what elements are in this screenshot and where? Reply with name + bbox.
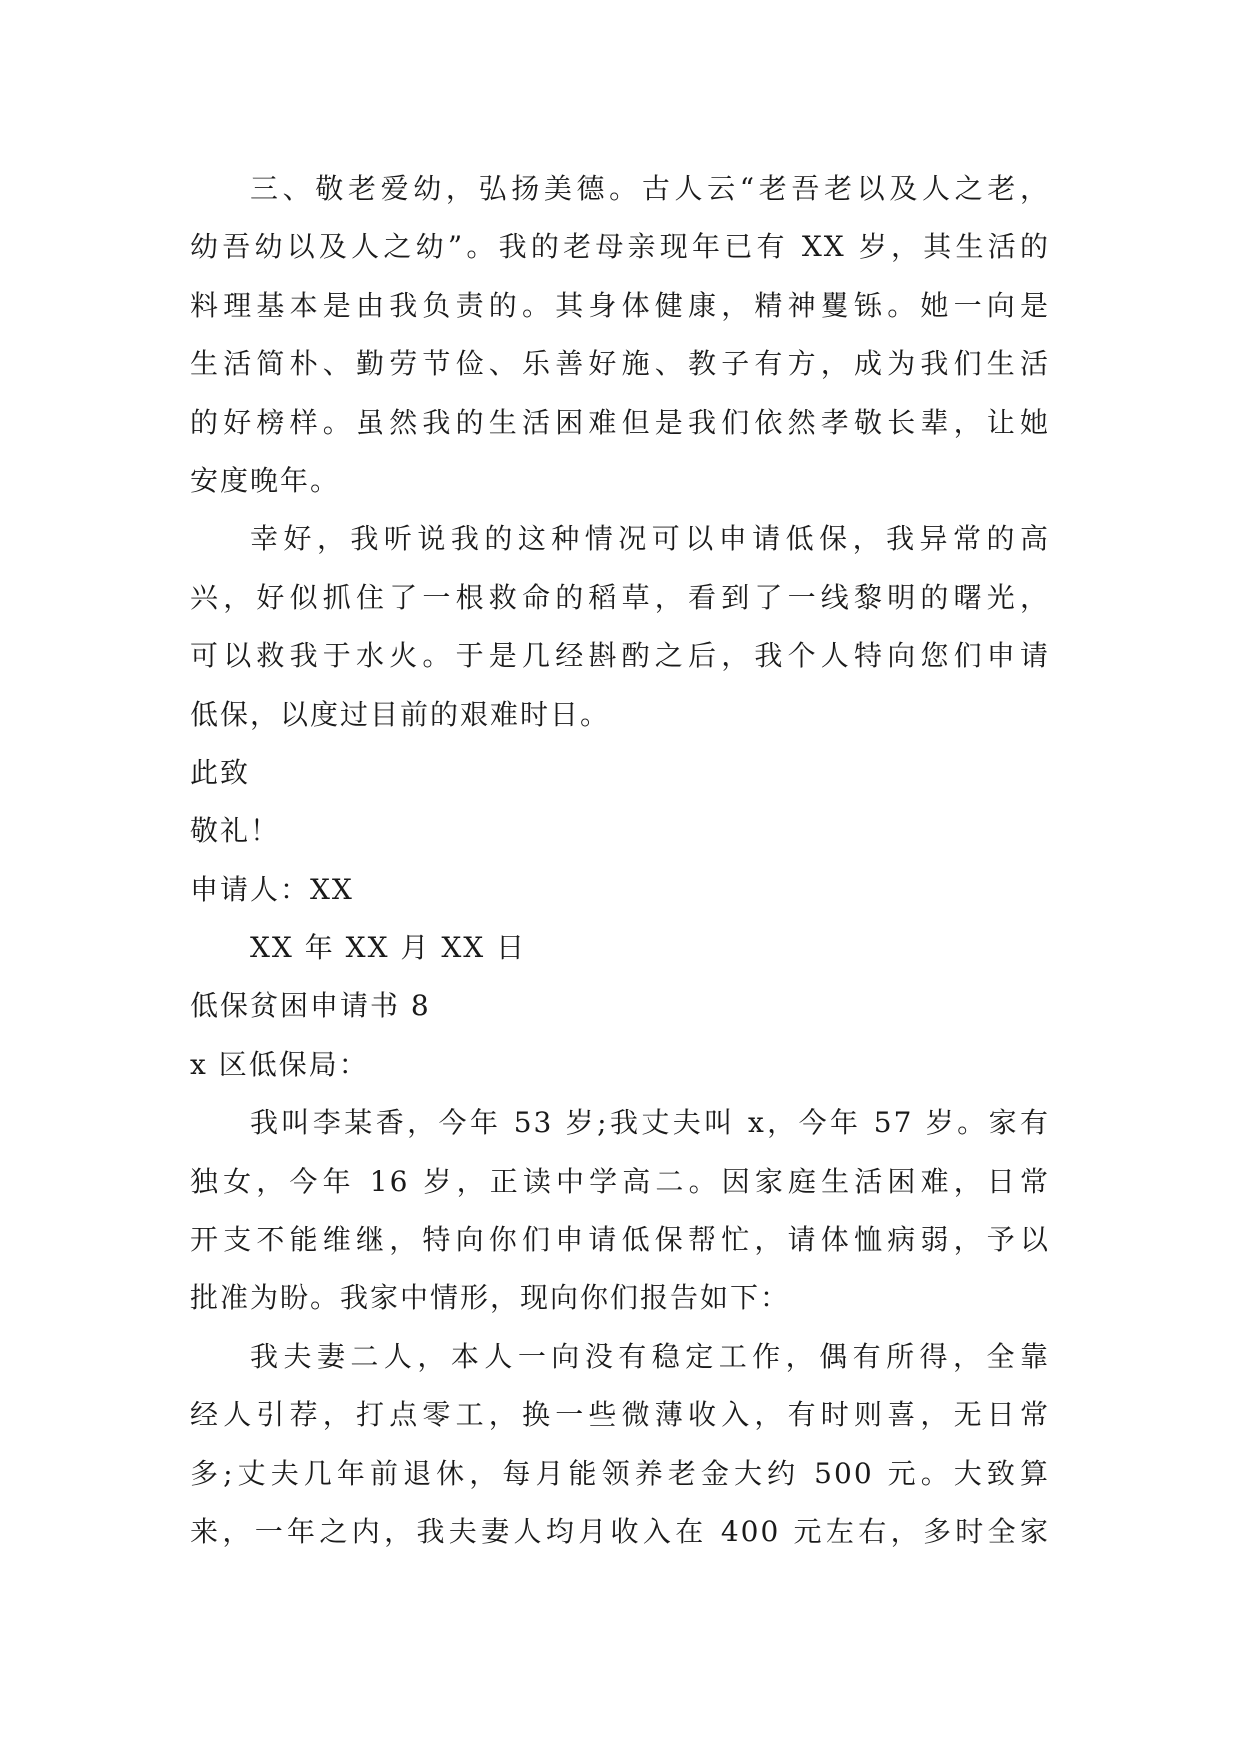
text-line: 我叫李某香，今年 53 岁;我丈夫叫 x，今年 57 岁。家有 [250,1106,1050,1140]
text-line: 安度晚年。 [190,463,341,497]
text-line: 的好榜样。虽然我的生活困难但是我们依然孝敬长辈，让她 [190,405,1050,439]
document-page [190,160,1050,1561]
text-line: 三、敬老爱幼，弘扬美德。古人云“老吾老以及人之老， [250,172,1050,205]
text-line: 批准为盼。我家中情形，现向你们报告如下： [190,1281,791,1315]
text-line: 申请人：XX [190,872,354,906]
text-line: 经人引荐，打点零工，换一些微薄收入，有时则喜，无日常 [190,1398,1050,1432]
text-line: 多;丈夫几年前退休，每月能领养老金大约 500 元。大致算 [190,1456,1050,1490]
text-line: 此致 [190,755,251,789]
text-line: 料理基本是由我负责的。其身体健康，精神矍铄。她一向是 [190,288,1050,322]
text-line: 敬礼！ [190,814,281,848]
text-line: 兴，好似抓住了一根救命的稻草，看到了一线黎明的曙光， [190,580,1050,614]
text-line: x 区低保局： [190,1047,369,1081]
text-line: 生活简朴、勤劳节俭、乐善好施、教子有方，成为我们生活 [190,347,1050,381]
text-line: 我夫妻二人，本人一向没有稳定工作，偶有所得，全靠 [250,1339,1050,1373]
text-line: 低保，以度过目前的艰难时日。 [190,697,611,731]
text-line: 幼吾幼以及人之幼”。我的老母亲现年已有 XX 岁，其生活的 [190,230,1050,264]
text-line: XX 年 XX 月 XX 日 [250,931,527,965]
text-line: 来，一年之内，我夫妻人均月收入在 400 元左右，多时全家 [190,1514,1050,1548]
text-line: 开支不能维继，特向你们申请低保帮忙，请体恤病弱，予以 [190,1223,1050,1257]
text-line: 可以救我于水火。于是几经斟酌之后，我个人特向您们申请 [190,639,1050,673]
text-line: 幸好，我听说我的这种情况可以申请低保，我异常的高 [250,522,1050,556]
text-line: 独女，今年 16 岁，正读中学高二。因家庭生活困难，日常 [190,1164,1050,1198]
text-line: 低保贫困申请书 8 [190,989,431,1023]
